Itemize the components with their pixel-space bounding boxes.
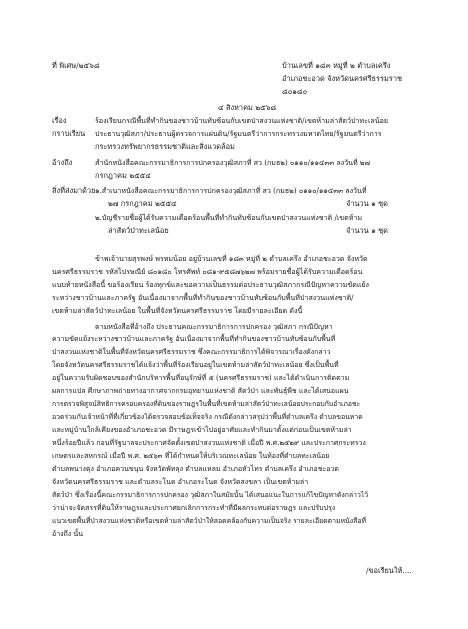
reference-label: อ้างถึง	[52, 158, 73, 167]
recipient-line2: กระทรวงทรัพยากรธรรมชาติและสิ่งแวดล้อม	[95, 142, 235, 151]
para2-line6: ผลการแปล ศึกษาภาพถ่ายทางอากาศจากกรมอุทยานแห่งชาติ สัตว์ป่า และพันธุ์พืช และได้เสนอแผน	[52, 387, 349, 395]
enclosure-2-line1: ๒.บัญชีรายชื่อผู้ได้รับความเดือดร้อนพื้นที่ทำกินทับซ้อนกับเขตป่าสงวนแห่งชาติ /เขตห้าม	[95, 213, 363, 222]
subject-text: ร้องเรียนกรณีพื้นที่ทำกินของชาวบ้านทับซ้อนกับเขตป่าสงวนแห่งชาติ/เขตห้ามล่าสัตว์ป่าทะเลน้อย	[95, 116, 389, 125]
para1-line1: ข้าพเจ้านายสุรพงษ์ พรหมน้อย อยู่บ้านเลขที่ ๑๘๓ หมู่ที่ ๒ ตำบลเครึง อำเภอชะอวด จังหวัด	[95, 254, 368, 263]
sender-address-line2: อำเภอชะอวด จังหวัดนครศรีธรรมราช	[282, 74, 402, 83]
enclosure-1-count: จำนวน ๑ ชุด	[346, 199, 388, 208]
subject-label: เรื่อง	[52, 116, 67, 125]
para1-line3: แนบท้ายหนังสือนี้ ขอร้องเรียน ร้องทุกข์และขอความเป็นธรรมต่อประธานวุฒิสภากรณีปัญหาความขัดแย้ง	[52, 280, 370, 289]
reference-line1: สำนักหนังสือคณะกรรมาธิการการปกครองวุฒิสภาที่ สว (กมธ๒) ๐๑๑๐/๑๑๔๓๓ ลงวันที่ ๒๗	[95, 158, 370, 167]
letter-date: ๔ สิงหาคม ๒๕๖๘	[218, 103, 277, 112]
para2-line15: ว่าน่าจะจัดสรรที่ดินให้ราษฎรและประกาศยกเลิกการกระทำที่มีผลกระทบต่อราษฎร และปรับปรุง	[52, 504, 336, 512]
para2-line11: เกษตรและสหกรณ์ เมื่อปี พ.ศ. ๒๕๖๓ ที่ได้กำหนดให้บริเวณทะเลน้อย ในท้องที่ตำบลทะเลน้อย	[52, 452, 330, 460]
enclosure-2-count: จำนวน ๑ ชุด	[346, 226, 388, 235]
enclosure-2-line2: ล่าสัตว์ป่าทะเลน้อย	[108, 226, 169, 235]
enclosure-1-line2: ๒๗ กรกฎาคม ๒๕๕๔	[108, 199, 177, 208]
para2-line8: อวดร่วมกับเจ้าหน้าที่ที่เกี่ยวข้องได้ตรวจสอบข้อเท็จจริง กรณีดังกล่าวสรุปว่าพื้นที่ตำบลเครึง ตำบลขอนหาด	[52, 413, 363, 421]
recipient-label: กราบเรียน	[52, 129, 86, 138]
para2-line3: ป่าสงวนแห่งชาติในพื้นที่จังหวัดนครศรีธรรมราช ซึ่งคณะกรรมาธิการได้พิจารณาเรื่องดังกล่าว	[52, 348, 331, 356]
para2-line5: อยู่ในความรับผิดชอบของสำนักบริหารพื้นที่อนุรักษ์ที่ ๕ (นครศรีธรรมราช) และได้ดำเนินการติดตาม	[52, 374, 350, 382]
para2-line2: ความขัดแย้งระหว่างชาวบ้านและภาครัฐ อันเนื่องมาจากพื้นที่ทำกินของชาวบ้านทับซ้อนกับพื้นที่	[52, 335, 336, 343]
para2-line16: แนวเขตพื้นที่ป่าสงวนแห่งชาติหรือเขตห้ามล่าสัตว์ป่าให้สอดคล้องกับความเป็นจริง รายละเอียดตามหนังสือที่	[52, 517, 367, 525]
para2-line10: หนึ่งร้อยปีแล้ว ก่อนที่รัฐบาลจะประกาศจัดตั้งเขตป่าสงวนแห่งชาติ เมื่อปี พ.ศ.๒๕๒๙ และประกาศกระทรวง	[52, 439, 366, 447]
para2-line1: ตามหนังสือที่อ้างถึง ประธานคณะกรรมาธิการการปกครอง วุฒิสภา กรณีปัญหา	[95, 322, 333, 331]
para1-line5: เขตห้ามล่าสัตว์ป่าทะเลน้อย ในพื้นที่จังหวัดนครศรีธรรมราช โดยมีรายละเอียด ดังนี้	[52, 306, 303, 315]
para2-line13: จังหวัดนครศรีธรรมราช และตำบลระโนด อำเภอระโนด จังหวัดสงขลา เป็นเขตห้ามล่า	[52, 478, 309, 486]
para2-line12: ตำบลพนางตุง อำเภอควนขนุน จังหวัดพัทลุง ตำบลแหลม อำเภอหัวไทร ตำบลเครึง อำเภอชะอวด	[52, 465, 339, 473]
para1-line2: นครศรีธรรมราช รหัสไปรษณีย์ ๘๐๑๘๐ โทรศัพท์ ๐๘๑-๙๕๘๗๖๒๗ พร้อมรายชื่อผู้ได้รับความเดือดร้อน	[52, 267, 363, 276]
enclosure-label: สิ่งที่ส่งมาด้วย	[52, 186, 96, 195]
para2-line7: การตรวจพิสูจน์สิทธิการครอบครองที่ดินของราษฎรในพื้นที่เขตห้ามล่าสัตว์ป่าทะเลน้อยประกอบกับอำเภอชะ	[52, 400, 361, 408]
para2-line9: และหมู่บ้านใกล้เคียงของอำเภอชะอวด มีราษฎรเข้าไปอยู่อาศัยและทำกินมาตั้งแต่ก่อนเป็นเขตห้ามล่า	[52, 426, 352, 434]
para2-line4: โดยจังหวัดนครศรีธรรมราชได้แจ้งว่าพื้นที่ร้องเรียนอยู่ในเขตห้ามล่าสัตว์ป่าทะเลน้อย ซึ่งเป็นพื้นที่	[52, 361, 339, 369]
recipient-line1: ประธานวุฒิสภา/ประธานผู้ตรวจการแผ่นดิน/รัฐมนตรีว่าการกระทรวงมหาดไทย/รัฐมนตรีว่าการ	[95, 129, 382, 138]
continuation-marker: /ขอเรียนให้....	[366, 566, 412, 575]
enclosure-1-line1: ๑.สำเนาหนังสือคณะกรรมาธิการการปกครองวุฒิสภาที่ สว (กมธ๒) ๐๑๑๐/๑๑๔๓๓ ลงวันที่	[95, 186, 367, 195]
reference-line2: กรกฎาคม ๒๕๕๔	[95, 171, 151, 180]
para1-line4: ระหว่างชาวบ้านและภาครัฐ อันเนื่องมาจากพื้นที่ทำกินของชาวบ้านทับซ้อนกับพื้นที่ป่าสงวนแห่งชาติ/	[52, 293, 354, 302]
reference-number: ที่ พิเศษ/๒๕๖๘	[52, 61, 100, 70]
sender-address-line1: บ้านเลขที่ ๑๘๓ หมู่ที่ ๒ ตำบลเครึง	[282, 61, 391, 70]
sender-postcode: ๘๐๑๘๐	[282, 87, 308, 96]
para2-line14: สัตว์ป่า ซึ่งเรื่องนี้คณะกรรมาธิการการปกครอง วุฒิสภาในสมัยนั้น ได้เสนอแนะในการแก้ไขปัญหาดังกล่าวไว้	[52, 491, 369, 499]
para2-line17: อ้างถึง นั้น	[52, 530, 84, 538]
